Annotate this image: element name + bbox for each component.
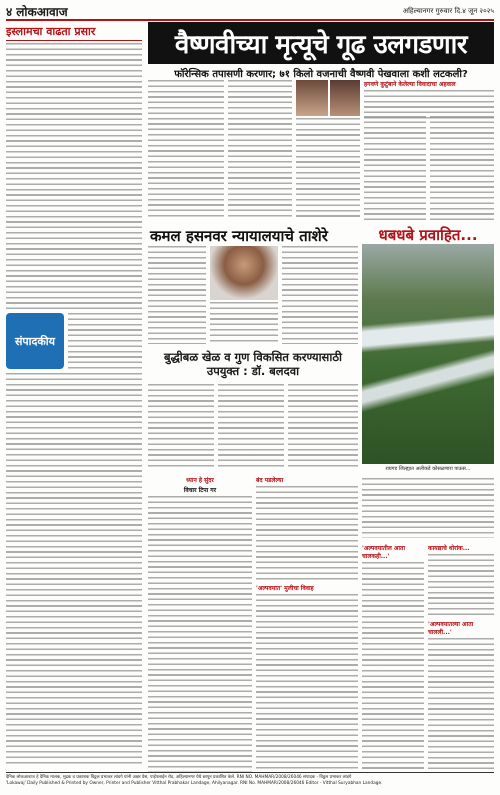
imprint-english: 'Lokawaj' Daily Published & Printed by Owner, Printer and Publisher Vitthal Prabhakar Landage, Ahilyanagar. RNI No. MAHMAR/2008/26046 Editor - Vitthal Suryabhan Landage.: [6, 780, 383, 786]
masthead-left: [6, 3, 68, 20]
right-text-2: [428, 638, 494, 772]
edition-line: अहिल्यानगर गुरुवार दि.४ जून २०२५: [402, 6, 494, 15]
right-lower-col-1: [362, 544, 424, 772]
kamal-col-1: [148, 246, 206, 344]
thought-sub: विचार टिपा गर: [183, 487, 217, 494]
news-title: बंद पडलेल्या: [256, 477, 284, 484]
left-headline: इस्लामचा वाढता प्रसार: [6, 24, 142, 41]
mother-text: [362, 562, 424, 772]
imprint-marathi: दैनिक लोकआवाज हे दैनिक मालक, मुद्रक व प्रकाशक विठ्ठल प्रभाकर लांडगे यांनी अक्षर प्रेस, पाईपलाईन रोड, अहिल्यानगर येथे छापून प्रकाशित केले. RNI NO. MAHMAR/2008/26046 संपादक - विठ्ठल प्रभाकर लांडगे: [6, 775, 352, 780]
right-lower-block: [362, 478, 494, 538]
waterfall-headline: धबधबे प्रवाहित...: [378, 226, 478, 244]
chess-col-3: [288, 384, 358, 470]
thought-title: ध्यान हे सुंदर: [186, 477, 214, 484]
chess-headline-text: बुद्धीबळ खेळ व गुण विकसित करण्यासाठी उपयुक्त : डॉ. बलदवा: [164, 350, 342, 378]
inset-heading: हगवणे कुटुंबाने केलेल्या विवादाचा अहवाल: [364, 81, 456, 88]
kamal-col-2: [210, 302, 278, 344]
photo-kamal-hasan: [210, 246, 278, 300]
main-story-col-1: [148, 80, 224, 220]
wrong-title: 'अल्पवयात' मुलीचा विवाह: [256, 585, 314, 592]
masthead-rule: [6, 19, 494, 21]
wrong-text: [256, 594, 358, 770]
page-number: ४: [6, 4, 13, 19]
editorial-badge-label: संपादकीय: [14, 334, 56, 348]
news-block: [256, 476, 358, 770]
main-subheadline: फॉरेन्सिक तपासणी करणार; ७१ किलो वजनाची वैष्णवी पेखवाला कशी लटकली?: [174, 69, 468, 80]
thought-text: [148, 496, 252, 774]
waterfall-photo: [362, 244, 494, 464]
thought-block: [148, 476, 252, 774]
inset-col-1: [364, 116, 426, 220]
chess-headline: [148, 350, 358, 378]
photo-person-1: [296, 80, 328, 116]
chess-col-2: [218, 384, 284, 470]
editorial-badge: [6, 313, 64, 369]
left-column: [6, 24, 142, 313]
imprint-footer: [6, 772, 494, 786]
left-column-text-3: [6, 373, 142, 765]
right-lower-text-1: [362, 478, 494, 538]
right-title-2: 'अल्पवयातल्या आता चालली...': [428, 621, 474, 636]
right-text-1: [428, 554, 494, 616]
right-lower-col-2: [428, 544, 494, 772]
inset-story: [364, 80, 494, 120]
news-text: [256, 486, 358, 580]
main-story-col-2: [228, 80, 292, 220]
mother-title: 'अल्पवयातील आता चालकही...': [362, 545, 406, 560]
left-column-text: [6, 43, 142, 313]
chess-col-1: [148, 384, 214, 470]
brand-logo: लोकआवाज: [16, 4, 68, 19]
kamal-headline: कमल हसनवर न्यायालयाचे ताशेरे: [150, 227, 328, 245]
main-headline: वैष्णवीच्या मृत्यूचे गूढ उलगडणार: [148, 22, 494, 64]
masthead: [6, 4, 494, 18]
right-title-1: कायद्याचे धोरांक...: [428, 545, 470, 552]
kamal-col-3: [282, 246, 358, 344]
main-story-col-3: [296, 118, 360, 220]
waterfall-caption: रायगड जिल्ह्यात अलीकडे कोसळणारा पाऊस...: [385, 466, 471, 472]
photo-person-2: [330, 80, 360, 116]
left-column-text-2: [68, 313, 142, 369]
inset-col-2: [430, 116, 494, 220]
